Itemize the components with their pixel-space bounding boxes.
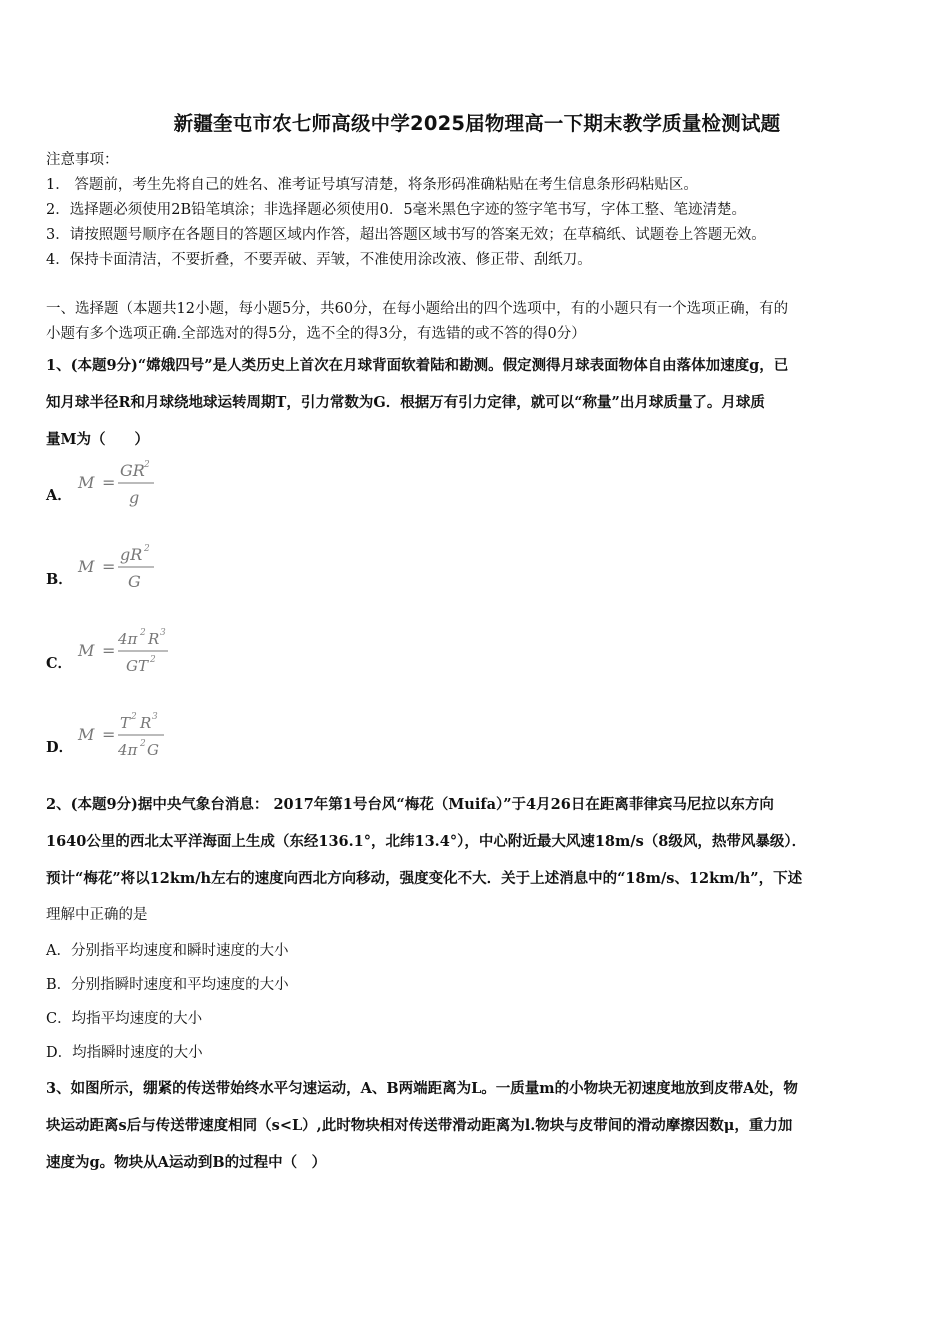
svg-text:G: G	[128, 572, 141, 591]
q2-option-b[interactable]: B．分别指瞬时速度和平均速度的大小	[46, 977, 289, 993]
q2-option-a[interactable]: A．分别指平均速度和瞬时速度的大小	[46, 943, 289, 959]
question-3	[46, 1070, 908, 1181]
q2-line: 2、(本题9分)据中央气象台消息： 2017年第1号台风“梅花（Muifa）”于4月26日在距离菲律宾马尼拉以东方向	[46, 796, 774, 813]
svg-text:2: 2	[150, 655, 156, 665]
formula-a	[74, 458, 214, 518]
q1-option-c[interactable]	[46, 626, 908, 710]
q1-line: 知月球半径R和月球绕地球运转周期T，引力常数为G．根据万有引力定律，就可以“称量”出月球质量了。月球质	[46, 394, 765, 411]
svg-text:2: 2	[131, 712, 137, 722]
q2-option-d[interactable]: D．均指瞬时速度的大小	[46, 1045, 203, 1061]
svg-text:=: =	[102, 725, 116, 744]
svg-text:G: G	[147, 741, 159, 759]
q2-option-c[interactable]: C．均指平均速度的大小	[46, 1011, 203, 1027]
option-label: D．	[46, 739, 74, 756]
formula-b	[74, 542, 214, 602]
question-2	[46, 786, 908, 1070]
q3-line: 块运动距离s后与传送带速度相同（s<L）,此时物块相对传送带滑动距离为l.物块与皮带间的滑动摩擦因数μ，重力加	[46, 1117, 793, 1134]
svg-text:=: =	[102, 557, 116, 576]
q2-line: 理解中正确的是	[46, 907, 148, 923]
svg-text:M: M	[78, 557, 95, 576]
notice-item: 4．保持卡面清洁，不要折叠，不要弄破、弄皱，不准使用涂改液、修正带、刮纸刀。	[46, 252, 592, 268]
q2-line: 预计“梅花”将以12km/h左右的速度向西北方向移动，强度变化不大．关于上述消息中的“18m/s、12km/h”，下述	[46, 870, 803, 887]
option-label: B．	[46, 571, 73, 588]
svg-text:2: 2	[144, 544, 150, 554]
svg-text:3: 3	[160, 628, 166, 638]
svg-text:M: M	[78, 641, 95, 660]
q3-line: 3、如图所示，绷紧的传送带始终水平匀速运动，A、B两端距离为L。一质量m的小物块无初速度地放到皮带A处，物	[46, 1080, 798, 1097]
option-label: A．	[46, 487, 72, 504]
q1-line: 1、(本题9分)“嫦娥四号”是人类历史上首次在月球背面软着陆和勘测。假定测得月球表面物体自由落体加速度g，已	[46, 357, 789, 374]
svg-text:4π: 4π	[118, 741, 138, 759]
formula-eq: =	[102, 473, 116, 492]
q1-option-a[interactable]	[46, 458, 908, 542]
question-1	[46, 347, 908, 794]
svg-text:R: R	[148, 630, 160, 648]
notice-item: 1． 答题前，考生先将自己的姓名、准考证号填写清楚，将条形码准确粘贴在考生信息条形码粘贴区。	[46, 177, 698, 193]
section-heading: 一、选择题（本题共12小题，每小题5分，共60分，在每小题给出的四个选项中，有的小题只有一个选项正确，有的 小题有多个选项正确.全部选对的得5分，选不全的得3分，有选错的或不答的得0分）	[46, 301, 789, 342]
formula-num-sup: 2	[144, 460, 150, 470]
formula-lhs: M	[78, 473, 95, 492]
svg-text:2: 2	[140, 739, 146, 749]
svg-text:GT: GT	[126, 657, 148, 675]
page-title: 新疆奎屯市农七师高级中学2025届物理高一下期末教学质量检测试题	[173, 112, 781, 135]
formula-num: GR	[120, 461, 145, 480]
notice-item: 3．请按照题号顺序在各题目的答题区域内作答，超出答题区域书写的答案无效；在草稿纸、试题卷上答题无效。	[46, 227, 766, 243]
q2-line: 1640公里的西北太平洋海面上生成（东经136.1°，北纬13.4°），中心附近最大风速18m/s（8级风，热带风暴级）．	[46, 833, 807, 850]
formula-c	[74, 626, 234, 686]
notice-item: 2．选择题必须使用2B铅笔填涂；非选择题必须使用0．5毫米黑色字迹的签字笔书写，字体工整、笔迹清楚。	[46, 202, 747, 218]
q1-line: 量M为（ ）	[46, 431, 150, 448]
svg-text:M: M	[78, 725, 95, 744]
formula-d	[74, 710, 234, 770]
formula-den: g	[129, 488, 140, 507]
notice-block	[46, 148, 908, 273]
option-label: C．	[46, 655, 73, 672]
svg-text:gR: gR	[120, 545, 143, 564]
svg-text:=: =	[102, 641, 116, 660]
exam-page	[46, 108, 908, 1181]
q3-line: 速度为g。物块从A运动到B的过程中（ ）	[46, 1154, 327, 1171]
svg-text:R: R	[140, 714, 152, 732]
q1-option-d[interactable]	[46, 710, 908, 794]
svg-text:4π: 4π	[118, 630, 138, 648]
svg-text:3: 3	[152, 712, 158, 722]
svg-text:2: 2	[140, 628, 146, 638]
notice-heading: 注意事项：	[46, 152, 119, 168]
q1-option-b[interactable]	[46, 542, 908, 626]
svg-text:T: T	[120, 714, 131, 732]
